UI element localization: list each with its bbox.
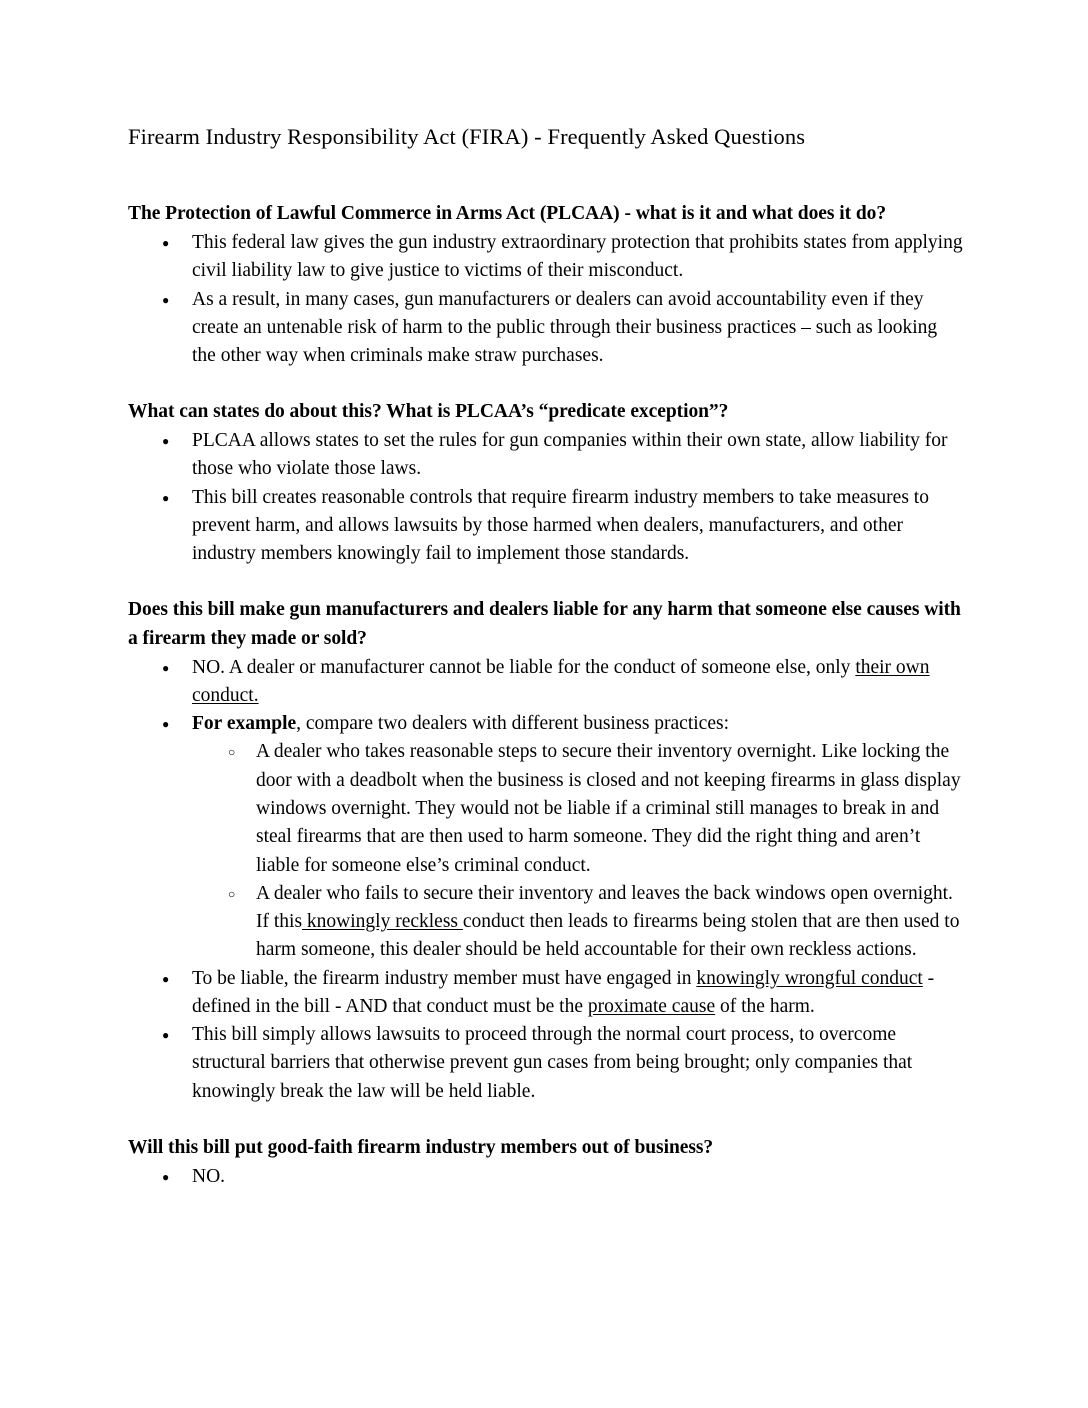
list-item	[128, 229, 963, 286]
list-item-text: - defined in the bill - AND that conduct must be the	[192, 967, 935, 1017]
sub-list-item-underlined-text: knowingly reckless	[302, 911, 463, 933]
list-item	[128, 654, 963, 711]
sub-bullet-list	[192, 738, 963, 964]
list-item-underlined-text: their own conduct.	[192, 656, 930, 706]
list-item-text: To be liable, the firearm industry member must have engaged in	[192, 967, 697, 989]
list-item-text: NO. A dealer or manufacturer cannot be liable for the conduct of someone else, only	[192, 656, 856, 678]
list-item-text: of the harm.	[715, 995, 815, 1017]
bullet-list	[128, 1163, 963, 1191]
sub-list-item	[192, 880, 963, 965]
section-gap	[128, 1106, 963, 1134]
list-item	[128, 1021, 963, 1106]
list-item-text: This federal law gives the gun industry extraordinary protection that prohibits states from applying civil liability law to give justice to victims of their misconduct.	[192, 232, 963, 282]
list-item	[128, 1163, 963, 1191]
sub-list-item-text: A dealer who takes reasonable steps to secure their inventory overnight. Like locking the door with a deadbolt when the business is closed and not keeping firearms in glass display windows overnight. They would not be liable if a criminal still manages to break in and steal firearms that are then used to harm someone. They did the right thing and aren’t liable for someone else’s criminal conduct.	[256, 741, 961, 876]
section-heading: Will this bill put good-faith firearm industry members out of business?	[128, 1136, 714, 1158]
section-predicate-exception	[128, 398, 963, 568]
list-item-underlined-text: knowingly wrongful conduct	[696, 967, 923, 989]
section-gap	[128, 568, 963, 596]
list-item	[128, 427, 963, 484]
list-item-text: This bill creates reasonable controls that require firearm industry members to take measures to prevent harm, and allows lawsuits by those harmed when dealers, manufacturers, and other industry members knowingly fail to implement those standards.	[192, 486, 929, 565]
section-heading: The Protection of Lawful Commerce in Arms Act (PLCAA) - what is it and what does it do?	[128, 203, 887, 225]
list-item-text: As a result, in many cases, gun manufacturers or dealers can avoid accountability even if they create an untenable risk of harm to the public through their business practices – such as looking the other way when criminals make straw purchases.	[192, 288, 938, 367]
section-gap	[128, 370, 963, 398]
section-plcaa-what-is-it	[128, 200, 963, 370]
section-heading: Does this bill make gun manufacturers and dealers liable for any harm that someone else causes with a firearm they made or sold?	[128, 599, 961, 649]
list-item	[128, 484, 963, 569]
list-item-underlined-text: proximate cause	[587, 995, 716, 1017]
list-item-text: PLCAA allows states to set the rules for gun companies within their own state, allow liability for those who violate those laws.	[192, 430, 948, 480]
section-heading: What can states do about this? What is PLCAA’s “predicate exception”?	[128, 401, 729, 423]
sub-list-item	[192, 738, 963, 879]
list-item-text: This bill simply allows lawsuits to proceed through the normal court process, to overcome structural barriers that otherwise prevent gun cases from being brought; only companies that knowingly break the law will be held liable.	[192, 1024, 913, 1102]
title-spacer	[128, 152, 963, 200]
list-item	[128, 286, 963, 371]
bullet-list	[128, 654, 963, 1106]
page-title: Firearm Industry Responsibility Act (FIRA) - Frequently Asked Questions	[128, 124, 806, 149]
list-item-bold-lead: For example	[192, 713, 297, 735]
list-item-text: , compare two dealers with different business practices:	[296, 713, 729, 735]
list-item	[128, 710, 963, 964]
sub-list-item-text: conduct then leads to firearms being stolen that are then used to harm someone, this dealer should be held accountable for their own reckless actions.	[256, 911, 960, 961]
list-item-text: NO.	[192, 1165, 226, 1187]
section-liability-for-others-harm	[128, 596, 963, 1106]
document-content	[128, 122, 963, 1191]
list-item	[128, 965, 963, 1022]
sub-list-item-text: A dealer who fails to secure their inventory and leaves the back windows open overnight. If this	[256, 882, 953, 933]
bullet-list	[128, 229, 963, 370]
section-out-of-business	[128, 1134, 963, 1191]
bullet-list	[128, 427, 963, 568]
